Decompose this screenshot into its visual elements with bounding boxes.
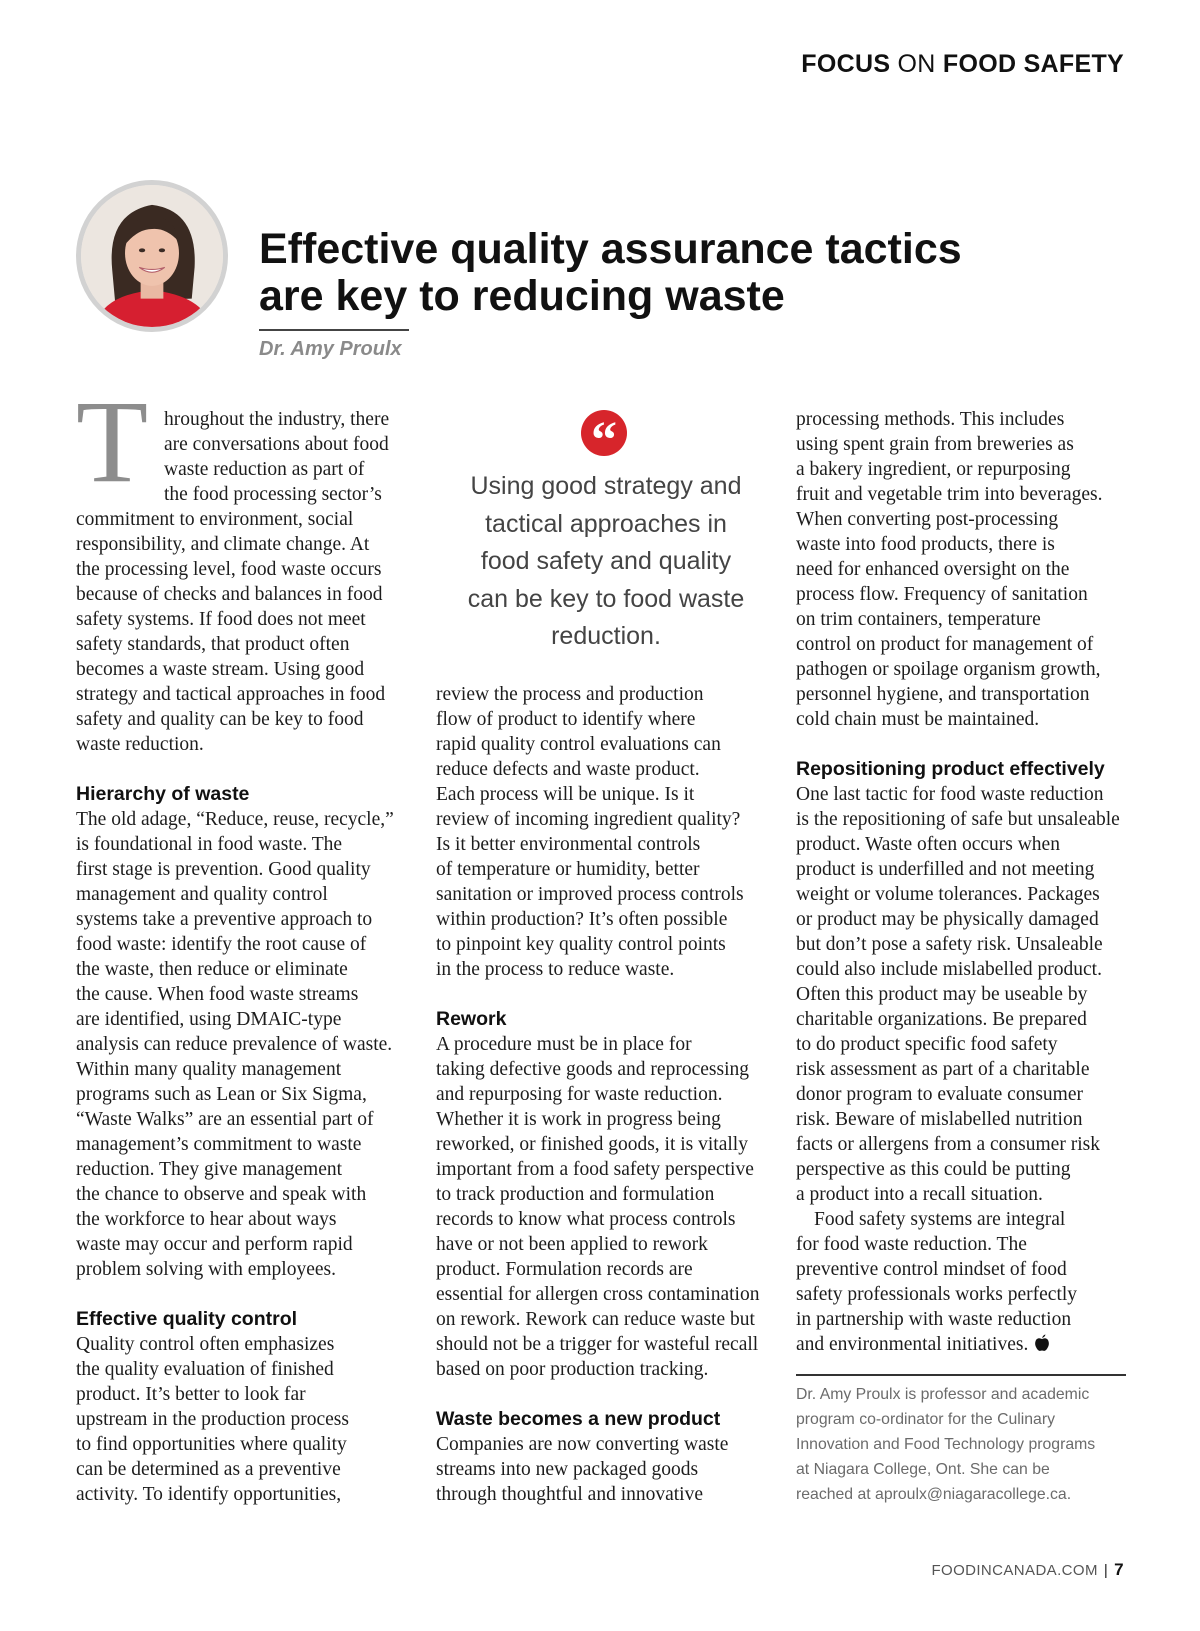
body-line: to find opportunities where quality [76, 1434, 347, 1455]
body-line: taking defective goods and reprocessing [436, 1059, 749, 1080]
body-line: activity. To identify opportunities, [76, 1484, 342, 1505]
body-line: for food waste reduction. The [796, 1234, 1027, 1255]
body-line: Food safety systems are integral [814, 1209, 1066, 1230]
pull-quote-line: reduction. [551, 622, 661, 650]
body-line: product. Formulation records are [436, 1259, 693, 1280]
body-line: the workforce to hear about ways [76, 1209, 337, 1230]
byline-divider [259, 329, 409, 331]
body-line: Companies are now converting waste [436, 1434, 729, 1455]
body-line: could also include mislabelled product. [796, 959, 1102, 980]
body-line: are identified, using DMAIC-type [76, 1009, 342, 1030]
body-line: based on poor production tracking. [436, 1359, 709, 1380]
body-line: safety professionals works perfectly [796, 1284, 1078, 1305]
body-line: the chance to observe and speak with [76, 1184, 367, 1205]
body-line: donor program to evaluate consumer [796, 1084, 1083, 1105]
body-line: but don’t pose a safety risk. Unsaleable [796, 934, 1103, 955]
author-portrait [76, 180, 228, 332]
body-line: streams into new packaged goods [436, 1459, 699, 1480]
pull-quote-line: food safety and quality [480, 547, 732, 575]
subheading-repositioning-product: Repositioning product effectively [796, 758, 1105, 780]
body-line: essential for allergen cross contamination [436, 1284, 760, 1305]
bio-line: reached at aproulx@niagaracollege.ca. [796, 1486, 1072, 1503]
body-line: waste reduction as part of [164, 459, 365, 480]
body-line: the waste, then reduce or eliminate [76, 959, 348, 980]
body-line: programs such as Lean or Six Sigma, [76, 1084, 367, 1105]
body-line: waste into food products, there is [796, 534, 1055, 555]
body-line: waste may occur and perform rapid [76, 1234, 353, 1255]
footer-site: FOODINCANADA.COM [931, 1562, 1098, 1579]
body-line: product is underfilled and not meeting [796, 859, 1095, 880]
body-line: in the process to reduce waste. [436, 959, 675, 980]
bio-line: program co-ordinator for the Culinary [796, 1411, 1056, 1428]
body-line: review of incoming ingredient quality? [436, 809, 741, 830]
body-line: a bakery ingredient, or repurposing [796, 459, 1071, 480]
bio-line: Innovation and Food Technology programs [796, 1436, 1096, 1453]
body-line: Often this product may be useable by [796, 984, 1088, 1005]
body-line: systems take a preventive approach to [76, 909, 373, 930]
body-line: risk assessment as part of a charitable [796, 1059, 1090, 1080]
body-line: perspective as this could be putting [796, 1159, 1071, 1180]
body-line: is the repositioning of safe but unsaleable [796, 809, 1120, 830]
body-line: analysis can reduce prevalence of waste. [76, 1034, 393, 1055]
body-line: preventive control mindset of food [796, 1259, 1067, 1280]
body-line: safety and quality can be key to food [76, 709, 364, 730]
body-line: management and quality control [76, 884, 328, 905]
body-line: management’s commitment to waste [76, 1134, 362, 1155]
body-line: can be determined as a preventive [76, 1459, 341, 1480]
body-line: problem solving with employees. [76, 1259, 336, 1280]
body-line: need for enhanced oversight on the [796, 559, 1070, 580]
body-line: The old adage, “Reduce, reuse, recycle,” [76, 809, 394, 830]
body-line: charitable organizations. Be prepared [796, 1009, 1087, 1030]
body-line: food waste: identify the root cause of [76, 934, 367, 955]
body-line: personnel hygiene, and transportation [796, 684, 1090, 705]
body-line: Whether it is work in progress being [436, 1109, 721, 1130]
body-line: the processing level, food waste occurs [76, 559, 382, 580]
body-line: on rework. Rework can reduce waste but [436, 1309, 755, 1330]
body-line: sanitation or improved process controls [436, 884, 744, 905]
subheading-effective-quality-control: Effective quality control [76, 1308, 298, 1330]
body-line: of temperature or humidity, better [436, 859, 700, 880]
body-line: A procedure must be in place for [436, 1034, 692, 1055]
body-line: fruit and vegetable trim into beverages. [796, 484, 1103, 505]
body-line: Quality control often emphasizes [76, 1334, 335, 1355]
author-byline: Dr. Amy Proulx [259, 338, 402, 360]
pull-quote [436, 468, 776, 656]
body-line: processing methods. This includes [796, 409, 1065, 430]
author-photo-illustration [81, 185, 223, 327]
body-line: weight or volume tolerances. Packages [796, 884, 1100, 905]
article-title-line: Effective quality assurance tactics [259, 225, 962, 273]
body-line: Within many quality management [76, 1059, 342, 1080]
body-line: hroughout the industry, there [164, 409, 390, 430]
bio-divider [796, 1374, 1126, 1376]
quote-icon: “ [581, 410, 627, 456]
body-line: and repurposing for waste reduction. [436, 1084, 723, 1105]
body-line: because of checks and balances in food [76, 584, 383, 605]
body-line: safety standards, that product often [76, 634, 350, 655]
body-line: on trim containers, temperature [796, 609, 1041, 630]
body-line: pathogen or spoilage organism growth, [796, 659, 1101, 680]
body-line: reduction. They give management [76, 1159, 343, 1180]
author-bio [796, 1382, 1136, 1507]
body-line: upstream in the production process [76, 1409, 349, 1430]
body-line: are conversations about food [164, 434, 389, 455]
body-line: should not be a trigger for wasteful recall [436, 1334, 759, 1355]
body-line: product. Waste often occurs when [796, 834, 1060, 855]
body-line: product. It’s better to look far [76, 1384, 306, 1405]
body-line: Is it better environmental controls [436, 834, 701, 855]
section-tag [801, 50, 1124, 79]
body-line: responsibility, and climate change. At [76, 534, 370, 555]
body-line: important from a food safety perspective [436, 1159, 754, 1180]
body-line: control on product for management of [796, 634, 1094, 655]
pull-quote-line: Using good strategy and [470, 472, 742, 500]
column-3 [796, 407, 1136, 1357]
pull-quote-line: can be key to food waste [467, 584, 745, 613]
apple-end-mark-icon [1034, 1334, 1050, 1352]
body-line: commitment to environment, social [76, 509, 354, 530]
body-line: the cause. When food waste streams [76, 984, 359, 1005]
body-line: within production? It’s often possible [436, 909, 728, 930]
article-title-line: are key to reducing waste [259, 272, 785, 320]
body-line: records to know what process controls [436, 1209, 736, 1230]
page-number: 7 [1114, 1560, 1124, 1579]
bio-line: Dr. Amy Proulx is professor and academic [796, 1386, 1090, 1403]
body-line: first stage is prevention. Good quality [76, 859, 371, 880]
pull-quote-line: tactical approaches in [485, 509, 727, 538]
subheading-waste-becomes-new-product: Waste becomes a new product [436, 1408, 721, 1430]
column-1 [76, 407, 406, 1507]
body-line: review the process and production [436, 684, 704, 705]
body-line: to pinpoint key quality control points [436, 934, 726, 955]
body-line: When converting post-processing [796, 509, 1059, 530]
body-line: using spent grain from breweries as [796, 434, 1074, 455]
section-tag-on: ON [897, 50, 936, 78]
subheading-rework: Rework [436, 1008, 507, 1030]
body-line: reworked, or finished goods, it is vitally [436, 1134, 748, 1155]
article-title [259, 226, 979, 320]
body-line: Each process will be unique. Is it [436, 784, 695, 805]
body-line-text: and environmental initiatives. [796, 1334, 1029, 1355]
body-line: reduce defects and waste product. [436, 759, 700, 780]
body-line: a product into a recall situation. [796, 1184, 1043, 1205]
body-line: waste reduction. [76, 734, 204, 755]
body-line: the quality evaluation of finished [76, 1359, 334, 1380]
section-tag-focus: FOCUS [801, 50, 891, 78]
subheading-hierarchy-of-waste: Hierarchy of waste [76, 783, 250, 805]
page-footer [931, 1560, 1124, 1580]
body-line: or product may be physically damaged [796, 909, 1099, 930]
body-line: rapid quality control evaluations can [436, 734, 721, 755]
body-line: risk. Beware of mislabelled nutrition [796, 1109, 1083, 1130]
drop-cap: T [76, 376, 149, 507]
body-line: in partnership with waste reduction [796, 1309, 1072, 1330]
footer-separator: | [1103, 1562, 1109, 1579]
body-line: process flow. Frequency of sanitation [796, 584, 1088, 605]
body-line: is foundational in food waste. The [76, 834, 343, 855]
body-line: flow of product to identify where [436, 709, 696, 730]
column-2 [436, 682, 776, 1507]
body-line: facts or allergens from a consumer risk [796, 1134, 1100, 1155]
body-line: “Waste Walks” are an essential part of [76, 1109, 374, 1130]
body-line: through thoughtful and innovative [436, 1484, 704, 1505]
body-line: becomes a waste stream. Using good [76, 659, 365, 680]
body-line: safety systems. If food does not meet [76, 609, 366, 630]
body-line: strategy and tactical approaches in food [76, 684, 386, 705]
body-line: One last tactic for food waste reduction [796, 784, 1104, 805]
body-line: to track production and formulation [436, 1184, 715, 1205]
body-line-last [796, 1332, 1136, 1357]
body-line: have or not been applied to rework [436, 1234, 708, 1255]
bio-line: at Niagara College, Ont. She can be [796, 1461, 1050, 1478]
body-line: cold chain must be maintained. [796, 709, 1040, 730]
body-line: to do product specific food safety [796, 1034, 1058, 1055]
body-line: the food processing sector’s [164, 484, 382, 505]
section-tag-food-safety: FOOD SAFETY [942, 50, 1124, 78]
